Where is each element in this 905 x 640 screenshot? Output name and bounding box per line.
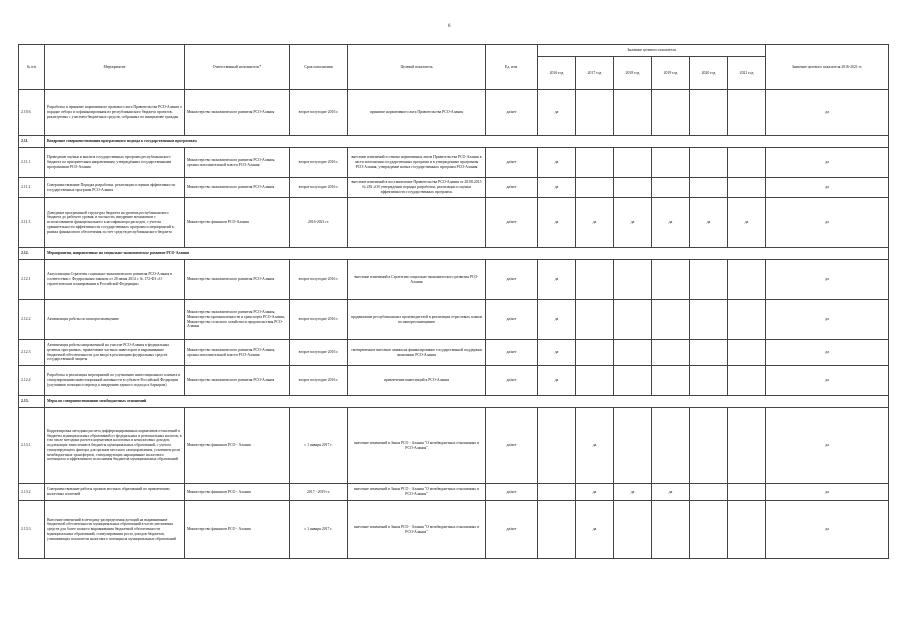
deadline-cell: 2016-2021 гг.: [290, 198, 348, 248]
year-value-cell: [728, 366, 766, 396]
row-number: 2.11.: [19, 136, 45, 148]
total-cell: да: [766, 178, 889, 198]
total-cell: да: [766, 484, 889, 501]
row-number: 2.11.3: [19, 198, 45, 248]
result-cell: внесение изменений в Закон РСО - Алания "О межбюджетных отношениях в РСО-Алания": [348, 484, 486, 501]
measure-cell: Доведение программной структуры бюджета на уровень республиканского бюджета до рабочего уровня, в частности, внедрение механизмов с использованием функционального классификатора расходов, с учетом сравнительности эффективности государственных программ и мероприятий в рамках финансового обеспечения за счет средств республиканского бюджета: [45, 198, 185, 248]
deadline-cell: второе полугодие 2016 г.: [290, 148, 348, 178]
header-measure: Мероприятие: [45, 45, 185, 90]
result-cell: внесение изменений и отмена нормативных актов Правительства РСО-Алания в части исполнения государственных программ и в утвержденные программы РСО-Алания, утверждение новых государственных программ РСО-Алания: [348, 148, 486, 178]
deadline-cell: с 1 января 2017 г.: [290, 501, 348, 559]
row-number: 2.13.1: [19, 408, 45, 484]
year-value-cell: [576, 300, 614, 340]
year-value-cell: [652, 148, 690, 178]
executor-cell: Министерство экономического развития РСО-Алания: [185, 90, 290, 136]
year-value-cell: [690, 340, 728, 366]
year-value-cell: [728, 300, 766, 340]
deadline-cell: второе полугодие 2016 г.: [290, 178, 348, 198]
year-value-cell: да: [538, 90, 576, 136]
unit-cell: да/нет: [486, 148, 538, 178]
executor-cell: Министерство экономического развития РСО-Алания, органы исполнительной власти РСО-Алания: [185, 340, 290, 366]
year-value-cell: [728, 178, 766, 198]
year-value-cell: [538, 484, 576, 501]
row-number: 2.13.3: [19, 501, 45, 559]
table-row: [19, 501, 889, 559]
year-value-cell: [728, 408, 766, 484]
executor-cell: Министерство экономического развития РСО-Алания: [185, 260, 290, 300]
year-value-cell: да: [576, 198, 614, 248]
row-number: 2.12.3: [19, 340, 45, 366]
unit-cell: да/нет: [486, 340, 538, 366]
year-value-cell: [728, 90, 766, 136]
year-value-cell: [614, 408, 652, 484]
measure-cell: Актуализация Стратегии социально-экономического развития РСО-Алания в соответствии с Федеральным законом от 28 июня 2014 г. № 172-ФЗ «О стратегическом планировании в Российской Федерации»: [45, 260, 185, 300]
year-value-cell: [538, 408, 576, 484]
section-row: [19, 396, 889, 408]
header-num: № п/п: [19, 45, 45, 90]
result-cell: принятие нормативного акта Правительства РСО-Алания: [348, 90, 486, 136]
year-value-cell: [614, 340, 652, 366]
unit-cell: да/нет: [486, 484, 538, 501]
year-value-cell: [614, 90, 652, 136]
year-value-cell: [690, 300, 728, 340]
header-year: 2018 год: [614, 57, 652, 90]
executor-cell: Министерство экономического развития РСО-Алания, органы исполнительной власти РСО-Алания: [185, 148, 290, 178]
header-year: 2021 год: [728, 57, 766, 90]
year-value-cell: [652, 501, 690, 559]
section-title: Мероприятия, направленные на социально-экономическое развитие РСО-Алания: [45, 248, 889, 260]
year-value-cell: [652, 300, 690, 340]
year-value-cell: [652, 340, 690, 366]
header-year: 2020 год: [690, 57, 728, 90]
unit-cell: да/нет: [486, 198, 538, 248]
section-title: Меры по совершенствованию межбюджетных отношений: [45, 396, 889, 408]
table-body: [19, 90, 889, 559]
table-row: [19, 340, 889, 366]
year-value-cell: да: [538, 366, 576, 396]
year-value-cell: [690, 148, 728, 178]
header-unit: Ед. изм.: [486, 45, 538, 90]
row-number: 2.12.4: [19, 366, 45, 396]
year-value-cell: [576, 366, 614, 396]
measure-cell: Внесение изменений в методику распределения дотаций на выравнивание бюджетной обеспеченности муниципальных образований в части увеличения средств для более полного выравнивания бюджетной обеспеченности муниципальных образований, стимулирования роста доходов бюджетов, учитывающих показатели налогового потенциала муниципальных образований: [45, 501, 185, 559]
measure-cell: Активизация работы по импортозамещению: [45, 300, 185, 340]
table-row: [19, 300, 889, 340]
table-row: [19, 484, 889, 501]
year-value-cell: [576, 178, 614, 198]
year-value-cell: да: [614, 484, 652, 501]
total-cell: да: [766, 148, 889, 178]
year-value-cell: [652, 366, 690, 396]
year-value-cell: да: [690, 198, 728, 248]
year-value-cell: [614, 300, 652, 340]
year-value-cell: да: [576, 501, 614, 559]
table-row: [19, 198, 889, 248]
year-value-cell: [576, 260, 614, 300]
year-value-cell: [538, 501, 576, 559]
measure-cell: Проведение оценки и анализа государственных программ республиканского бюджета по приоритетным направлениям, утверждённых государственными программами РСО-Алания: [45, 148, 185, 178]
year-value-cell: [652, 408, 690, 484]
year-value-cell: [728, 340, 766, 366]
row-number: 2.10.6: [19, 90, 45, 136]
total-cell: да: [766, 501, 889, 559]
header-deadline: Срок исполнения: [290, 45, 348, 90]
year-value-cell: [652, 178, 690, 198]
unit-cell: да/нет: [486, 90, 538, 136]
year-value-cell: да: [538, 148, 576, 178]
table-row: [19, 408, 889, 484]
total-cell: да: [766, 90, 889, 136]
section-row: [19, 248, 889, 260]
year-value-cell: да: [576, 408, 614, 484]
year-value-cell: [690, 178, 728, 198]
executor-cell: Министерство финансов РСО - Алания: [185, 408, 290, 484]
header-result: Целевой показатель: [348, 45, 486, 90]
year-value-cell: [614, 366, 652, 396]
year-value-cell: да: [576, 484, 614, 501]
year-value-cell: да: [652, 198, 690, 248]
deadline-cell: с 1 января 2017 г.: [290, 408, 348, 484]
row-number: 2.11.2: [19, 178, 45, 198]
row-number: 2.12.1: [19, 260, 45, 300]
year-value-cell: [614, 260, 652, 300]
measure-cell: Разработка и реализация мероприятий по улучшению инвестиционного климата и стимулированию инвестиционной активности в субъекте Российской Федерации (улучшение позиции и переход к внедрению единого подхода к барьерам): [45, 366, 185, 396]
unit-cell: да/нет: [486, 260, 538, 300]
year-value-cell: да: [538, 260, 576, 300]
total-cell: да: [766, 300, 889, 340]
section-row: [19, 136, 889, 148]
year-value-cell: [690, 501, 728, 559]
year-value-cell: [576, 340, 614, 366]
measure-cell: Совершенствование Порядка разработки, реализации и оценки эффективности государственных программ РСО-Алания: [45, 178, 185, 198]
header-executor: Ответственный исполнитель*: [185, 45, 290, 90]
year-value-cell: [652, 90, 690, 136]
year-value-cell: [728, 148, 766, 178]
page-number: 6: [448, 24, 451, 29]
year-value-cell: [728, 484, 766, 501]
row-number: 2.12.: [19, 248, 45, 260]
row-number: 2.12.2: [19, 300, 45, 340]
header-values-group: Значение целевого показателя: [538, 45, 766, 57]
result-cell: продвижение республиканских производителей в реализации отраслевых планов по импортозамещению: [348, 300, 486, 340]
measure-cell: Разработка и принятие нормативного правового акта Правительства РСО-Алания о порядке отбора и софинансирования из республиканского бюджета проектов, реализуемых с участием бюджетных средств, собранных по инициативе граждан: [45, 90, 185, 136]
result-cell: [348, 198, 486, 248]
measures-table: [18, 44, 889, 559]
result-cell: внесение изменений в Закон РСО - Алания "О межбюджетных отношениях в РСО-Алания": [348, 501, 486, 559]
executor-cell: Министерство экономического развития РСО-Алания: [185, 366, 290, 396]
year-value-cell: [614, 178, 652, 198]
row-number: 2.13.2: [19, 484, 45, 501]
year-value-cell: [614, 148, 652, 178]
total-cell: да: [766, 260, 889, 300]
unit-cell: да/нет: [486, 501, 538, 559]
year-value-cell: [576, 148, 614, 178]
total-cell: да: [766, 198, 889, 248]
section-title: Внедрение совершенствования программного подхода к государственным программам: [45, 136, 889, 148]
year-value-cell: [652, 260, 690, 300]
year-value-cell: да: [614, 198, 652, 248]
year-value-cell: да: [538, 178, 576, 198]
header-total: Значение целевого показателя 2016-2021 гг.: [766, 45, 889, 90]
deadline-cell: второе полугодие 2016 г.: [290, 90, 348, 136]
deadline-cell: второе полугодие 2016 г.: [290, 260, 348, 300]
header-year: 2017 год: [576, 57, 614, 90]
header-year: 2016 год: [538, 57, 576, 90]
year-value-cell: [690, 408, 728, 484]
result-cell: своевременное внесение заявки на финансирование государственной поддержки экономики РСО-Алания: [348, 340, 486, 366]
result-cell: привлечение инвестиций в РСО-Алания: [348, 366, 486, 396]
year-value-cell: [728, 501, 766, 559]
total-cell: да: [766, 366, 889, 396]
table-row: [19, 178, 889, 198]
year-value-cell: [614, 501, 652, 559]
deadline-cell: второе полугодие 2016 г.: [290, 300, 348, 340]
executor-cell: Министерство экономического развития РСО-Алания: [185, 178, 290, 198]
result-cell: внесение изменений в Закон РСО - Алания "О межбюджетных отношениях в РСО-Алания": [348, 408, 486, 484]
table-row: [19, 366, 889, 396]
year-value-cell: да: [652, 484, 690, 501]
unit-cell: да/нет: [486, 366, 538, 396]
year-value-cell: [690, 260, 728, 300]
header-year: 2019 год: [652, 57, 690, 90]
year-value-cell: да: [538, 198, 576, 248]
total-cell: да: [766, 408, 889, 484]
result-cell: внесение изменений в постановление Правительства РСО-Алания от 28.08.2015 № 282 «Об утверждении порядка разработки, реализации и оценки эффективности государственных программ»: [348, 178, 486, 198]
total-cell: да: [766, 340, 889, 366]
row-number: 2.13.: [19, 396, 45, 408]
unit-cell: да/нет: [486, 300, 538, 340]
deadline-cell: 2017 - 2019 гг.: [290, 484, 348, 501]
measure-cell: Корректировка методики расчета дифференцированных нормативов отчислений в бюджеты муниципальных образований от федеральных и региональных налогов, в том числе методики расчета нормативов налоговых и неналоговых доходов, подлежащих зачислению в бюджеты муниципальных образований, с учетом стимулирующего фактора для органов местного самоуправления, усилением роли межбюджетных трансфертов, стимулирующих наращивание налогового потенциала и эффективного исполнения бюджетов муниципальных образований: [45, 408, 185, 484]
executor-cell: Министерство экономического развития РСО-Алания, Министерство промышленности и транспорта РСО-Алания, Министерство сельского хозяйства и продовольствия РСО-Алания: [185, 300, 290, 340]
result-cell: внесение изменений в Стратегию социально-экономического развития РСО-Алания: [348, 260, 486, 300]
year-value-cell: [690, 90, 728, 136]
row-number: 2.11.1: [19, 148, 45, 178]
table-row: [19, 90, 889, 136]
measure-cell: Совершенствование работы органов местных образований по привлечению налоговых платежей: [45, 484, 185, 501]
unit-cell: да/нет: [486, 408, 538, 484]
deadline-cell: второе полугодие 2016 г.: [290, 340, 348, 366]
year-value-cell: [690, 484, 728, 501]
deadline-cell: второе полугодие 2016 г.: [290, 366, 348, 396]
measure-cell: Активизация работы направленной на участие РСО-Алания в федеральных целевых программах, привлечение частных инвесторов и выравнивание бюджетной обеспеченности для ввода в реализацию федеральных средств государственной защиты: [45, 340, 185, 366]
table-row: [19, 148, 889, 178]
year-value-cell: [576, 90, 614, 136]
year-value-cell: [690, 366, 728, 396]
year-value-cell: да: [538, 340, 576, 366]
executor-cell: Министерство финансов РСО - Алания: [185, 484, 290, 501]
table-row: [19, 260, 889, 300]
year-value-cell: да: [538, 300, 576, 340]
year-value-cell: [728, 260, 766, 300]
executor-cell: Министерство финансов РСО - Алания: [185, 501, 290, 559]
year-value-cell: да: [728, 198, 766, 248]
unit-cell: да/нет: [486, 178, 538, 198]
executor-cell: Министерство финансов РСО-Алания: [185, 198, 290, 248]
